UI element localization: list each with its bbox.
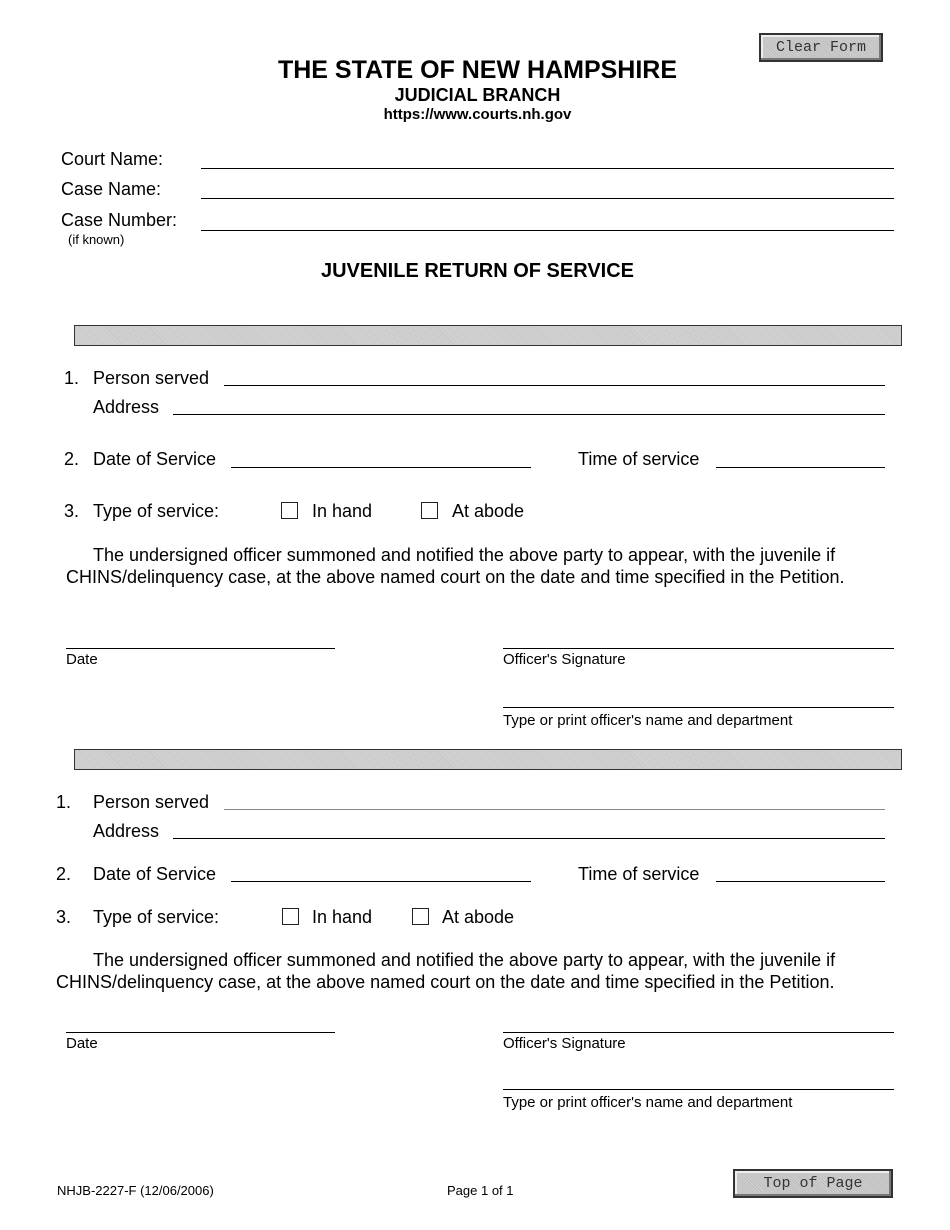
officer-signature-label: Officer's Signature xyxy=(503,1035,626,1052)
at-abode-label: At abode xyxy=(442,907,515,927)
section-divider-2 xyxy=(74,749,902,770)
address-field[interactable] xyxy=(173,838,885,839)
type-of-service-label: Type of service: xyxy=(93,907,220,927)
in-hand-label: In hand xyxy=(312,501,373,521)
signature-date-label: Date xyxy=(66,651,98,668)
signature-date-field[interactable] xyxy=(66,1032,335,1033)
in-hand-checkbox[interactable] xyxy=(282,908,299,925)
person-served-label: Person served xyxy=(93,368,210,388)
court-name-field[interactable] xyxy=(201,168,894,169)
officer-signature-field[interactable] xyxy=(503,648,894,649)
case-name-label: Case Name: xyxy=(61,179,162,199)
service-statement-line2: CHINS/delinquency case, at the above named court on the date and time specified in the Petition. xyxy=(66,567,845,587)
item-number-2: 2. xyxy=(56,864,72,884)
at-abode-checkbox[interactable] xyxy=(421,502,438,519)
signature-date-field[interactable] xyxy=(66,648,335,649)
person-served-field[interactable] xyxy=(224,809,885,810)
state-title: THE STATE OF NEW HAMPSHIRE xyxy=(277,56,678,84)
top-of-page-button[interactable]: Top of Page xyxy=(733,1169,893,1198)
item-number-1: 1. xyxy=(56,792,72,812)
if-known-note: (if known) xyxy=(68,232,125,247)
section-divider-1 xyxy=(74,325,902,346)
person-served-label: Person served xyxy=(93,792,210,812)
service-statement-line2: CHINS/delinquency case, at the above named court on the date and time specified in the Petition. xyxy=(56,972,835,992)
service-statement-line1: The undersigned officer summoned and notified the above party to appear, with the juvenile if xyxy=(93,545,836,565)
time-of-service-field[interactable] xyxy=(716,467,885,468)
date-of-service-label: Date of Service xyxy=(93,864,217,884)
case-number-field[interactable] xyxy=(201,230,894,231)
officer-name-label: Type or print officer's name and department xyxy=(503,712,793,729)
time-of-service-label: Time of service xyxy=(578,864,700,884)
officer-signature-label: Officer's Signature xyxy=(503,651,626,668)
item-number-1: 1. xyxy=(64,368,80,388)
item-number-3: 3. xyxy=(64,501,80,521)
at-abode-label: At abode xyxy=(452,501,525,521)
in-hand-label: In hand xyxy=(312,907,373,927)
court-name-label: Court Name: xyxy=(61,149,164,169)
clear-form-button[interactable]: Clear Form xyxy=(759,33,883,62)
page-number: Page 1 of 1 xyxy=(447,1183,514,1198)
officer-name-label: Type or print officer's name and department xyxy=(503,1094,793,1111)
address-label: Address xyxy=(93,821,160,841)
person-served-field[interactable] xyxy=(224,385,885,386)
service-statement-line1: The undersigned officer summoned and notified the above party to appear, with the juvenile if xyxy=(93,950,836,970)
time-of-service-label: Time of service xyxy=(578,449,700,469)
in-hand-checkbox[interactable] xyxy=(281,502,298,519)
at-abode-checkbox[interactable] xyxy=(412,908,429,925)
court-url: https://www.courts.nh.gov xyxy=(383,106,572,123)
officer-name-field[interactable] xyxy=(503,1089,894,1090)
type-of-service-label: Type of service: xyxy=(93,501,220,521)
date-of-service-label: Date of Service xyxy=(93,449,217,469)
form-title: JUVENILE RETURN OF SERVICE xyxy=(320,260,635,282)
officer-signature-field[interactable] xyxy=(503,1032,894,1033)
date-of-service-field[interactable] xyxy=(231,881,531,882)
address-field[interactable] xyxy=(173,414,885,415)
time-of-service-field[interactable] xyxy=(716,881,885,882)
case-number-label: Case Number: xyxy=(61,210,178,230)
item-number-3: 3. xyxy=(56,907,72,927)
date-of-service-field[interactable] xyxy=(231,467,531,468)
address-label: Address xyxy=(93,397,160,417)
signature-date-label: Date xyxy=(66,1035,98,1052)
form-id: NHJB-2227-F (12/06/2006) xyxy=(57,1183,214,1198)
branch-title: JUDICIAL BRANCH xyxy=(394,85,561,105)
item-number-2: 2. xyxy=(64,449,80,469)
officer-name-field[interactable] xyxy=(503,707,894,708)
case-name-field[interactable] xyxy=(201,198,894,199)
